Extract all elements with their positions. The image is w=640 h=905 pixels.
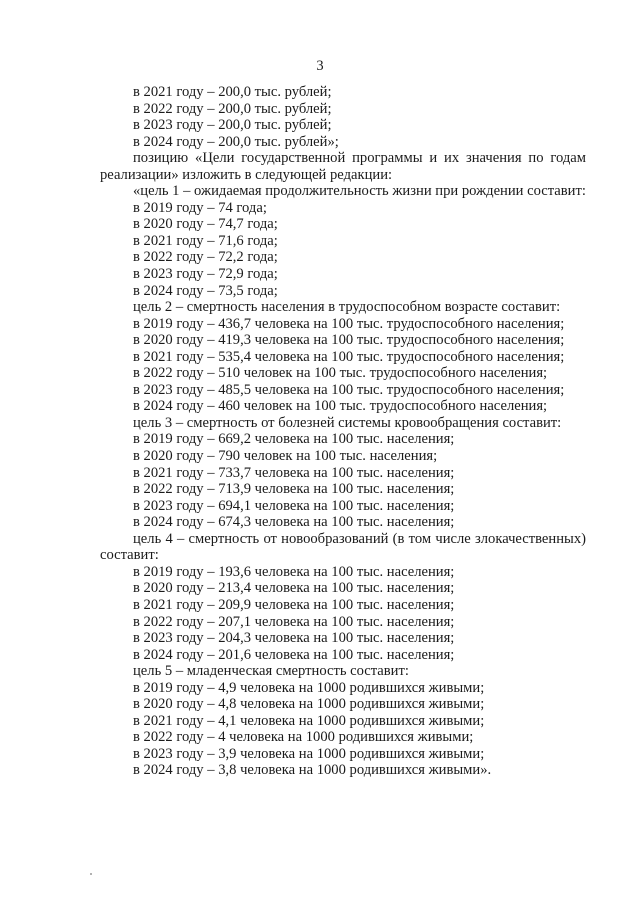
text-line: в 2023 году – 200,0 тыс. рублей; (133, 117, 332, 134)
text-line: в 2023 году – 204,3 человека на 100 тыс. населения; (133, 630, 455, 647)
text-line: в 2022 году – 4 человека на 1000 родившихся живыми; (133, 729, 474, 746)
text-line: цель 3 – смертность от болезней системы кровообращения составит: (133, 414, 562, 431)
text-line: цель 2 – смертность населения в трудоспособном возрасте составит: (133, 299, 561, 316)
text-line: в 2022 году – 207,1 человека на 100 тыс. населения; (133, 613, 455, 630)
text-line: в 2023 году – 485,5 человека на 100 тыс. трудоспособного населения; (133, 381, 565, 398)
text-line: в 2020 году – 213,4 человека на 100 тыс. населения; (133, 580, 455, 597)
text-line: в 2019 году – 4,9 человека на 1000 родившихся живыми; (133, 679, 485, 696)
text-line: в 2024 году – 674,3 человека на 100 тыс. населения; (133, 514, 455, 531)
scan-artifact (90, 873, 92, 875)
text-line: реализации» изложить в следующей редакции: (100, 166, 393, 183)
text-line: в 2020 году – 419,3 человека на 100 тыс. трудоспособного населения; (133, 332, 565, 349)
text-line: в 2024 году – 3,8 человека на 1000 родившихся живыми». (133, 762, 492, 779)
text-line: в 2019 году – 193,6 человека на 100 тыс. населения; (133, 563, 455, 580)
text-line: в 2021 году – 4,1 человека на 1000 родившихся живыми; (133, 712, 485, 729)
text-line: в 2019 году – 74 года; (133, 199, 267, 216)
text-line: в 2021 году – 733,7 человека на 100 тыс. населения; (133, 464, 455, 481)
text-line: в 2019 году – 436,7 человека на 100 тыс. трудоспособного населения; (133, 315, 565, 332)
text-line: в 2022 году – 200,0 тыс. рублей; (133, 100, 332, 117)
text-line: в 2024 году – 73,5 года; (133, 282, 278, 299)
text-line: в 2022 году – 72,2 года; (133, 249, 278, 266)
text-line: составит: (100, 547, 159, 564)
text-line: в 2023 году – 694,1 человека на 100 тыс. населения; (133, 497, 455, 514)
text-line: в 2020 году – 4,8 человека на 1000 родившихся живыми; (133, 696, 485, 713)
text-line: цель 5 – младенческая смертность составит: (133, 663, 409, 680)
page-number: 3 (316, 58, 324, 74)
text-line: в 2024 году – 460 человек на 100 тыс. трудоспособного населения; (133, 398, 548, 415)
text-line: в 2023 году – 3,9 человека на 1000 родившихся живыми; (133, 745, 485, 762)
text-line: «цель 1 – ожидаемая продолжительность жизни при рождении составит: (133, 183, 586, 200)
text-line: в 2021 году – 209,9 человека на 100 тыс. населения; (133, 596, 455, 613)
text-line: в 2022 году – 713,9 человека на 100 тыс. населения; (133, 481, 455, 498)
text-line: в 2024 году – 201,6 человека на 100 тыс. населения; (133, 646, 455, 663)
text-line: позицию «Цели государственной программы и их значения по годам (133, 150, 586, 167)
text-line: в 2024 году – 200,0 тыс. рублей»; (133, 133, 339, 150)
text-line: в 2021 году – 535,4 человека на 100 тыс. трудоспособного населения; (133, 348, 565, 365)
document-body (100, 84, 586, 779)
text-line: в 2023 году – 72,9 года; (133, 266, 278, 283)
text-line: в 2020 году – 790 человек на 100 тыс. населения; (133, 448, 438, 465)
text-line: цель 4 – смертность от новообразований (в том числе злокачественных) (133, 530, 586, 547)
text-line: в 2019 году – 669,2 человека на 100 тыс. населения; (133, 431, 455, 448)
text-line: в 2021 году – 200,0 тыс. рублей; (133, 84, 332, 100)
text-line: в 2020 году – 74,7 года; (133, 216, 278, 233)
text-line: в 2021 году – 71,6 года; (133, 232, 278, 249)
text-line: в 2022 году – 510 человек на 100 тыс. трудоспособного населения; (133, 365, 548, 382)
